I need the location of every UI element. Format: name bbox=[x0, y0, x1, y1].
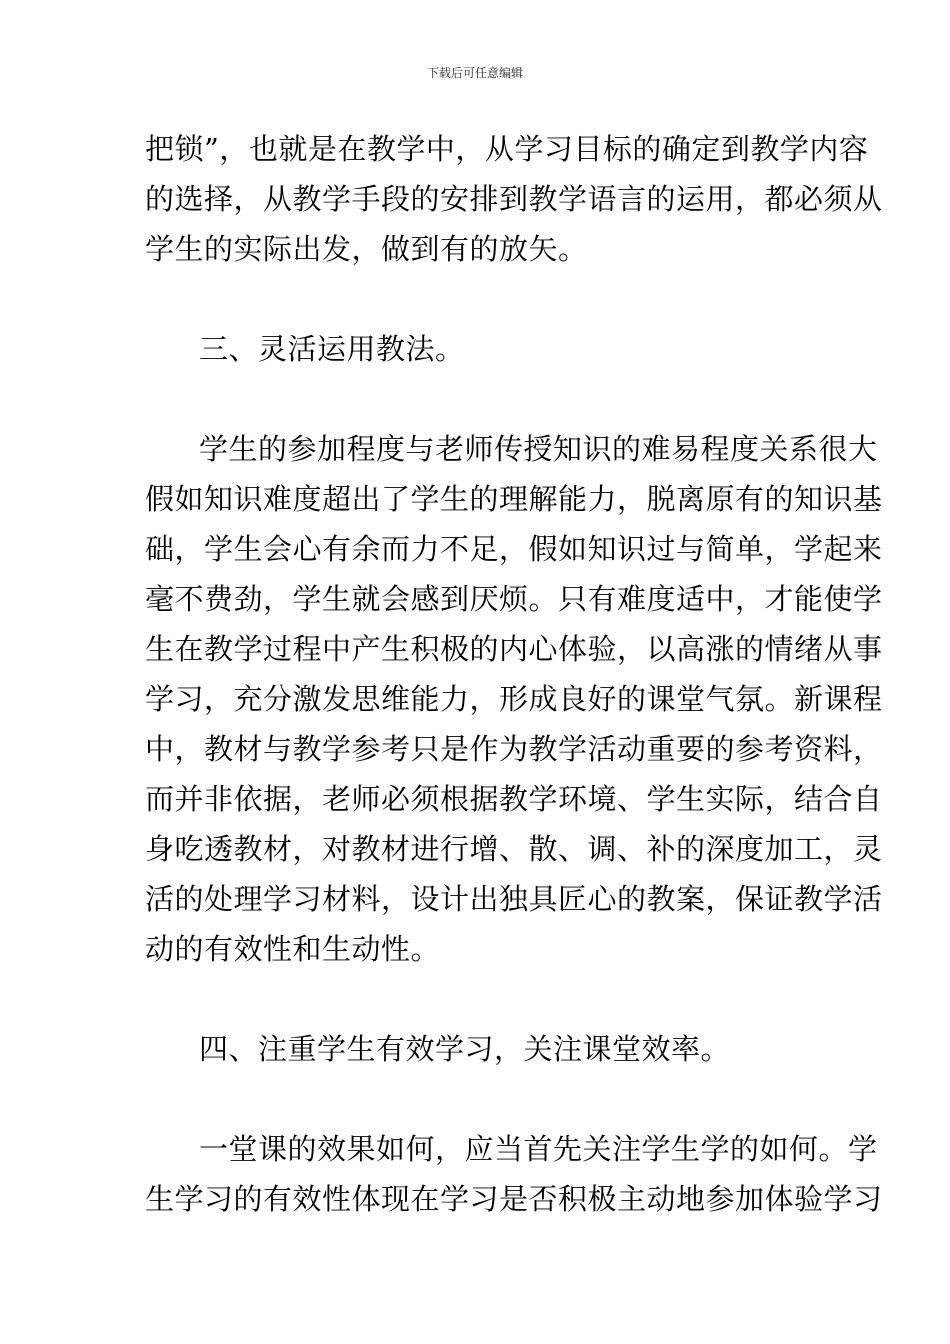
paragraph-line: 的选择，从教学手段的安排到教学语言的运用，都必须从 bbox=[145, 182, 883, 216]
paragraph-line: 生学习的有效性体现在学习是否积极主动地参加体验学习 bbox=[145, 1182, 883, 1216]
document-body bbox=[145, 124, 883, 1224]
paragraph-line: 毫不费劲，学生就会感到厌烦。只有难度适中，才能使学 bbox=[145, 582, 883, 616]
paragraph-line: 生在教学过程中产生积极的内心体验，以高涨的情绪从事 bbox=[145, 632, 883, 666]
paragraph-line: 身吃透教材，对教材进行增、散、调、补的深度加工，灵 bbox=[145, 832, 883, 866]
paragraph-line: 学生的参加程度与老师传授知识的难易程度关系很大 bbox=[199, 432, 878, 466]
paragraph-line: 学生的实际出发，做到有的放矢。 bbox=[145, 232, 588, 266]
paragraph-line: 学习，充分激发思维能力，形成良好的课堂气氛。新课程 bbox=[145, 682, 883, 716]
section-heading-3: 三、灵活运用教法。 bbox=[199, 332, 465, 366]
paragraph-gap bbox=[145, 974, 810, 1024]
paragraph-line: 动的有效性和生动性。 bbox=[145, 932, 441, 966]
paragraph-line: 活的处理学习材料，设计出独具匠心的教案，保证教学活 bbox=[145, 882, 883, 916]
paragraph-gap bbox=[145, 274, 810, 324]
section-heading-4: 四、注重学生有效学习，关注课堂效率。 bbox=[199, 1032, 731, 1066]
paragraph-line: 中，教材与教学参考只是作为教学活动重要的参考资料， bbox=[145, 732, 883, 766]
paragraph-line: 而并非依据，老师必须根据教学环境、学生实际，结合自 bbox=[145, 782, 883, 816]
paragraph-line: 一堂课的效果如何，应当首先关注学生学的如何。学 bbox=[199, 1132, 878, 1166]
paragraph-line: 础，学生会心有余而力不足，假如知识过与简单，学起来 bbox=[145, 532, 883, 566]
paragraph-gap bbox=[145, 374, 810, 424]
paragraph-line: 假如知识难度超出了学生的理解能力，脱离原有的知识基 bbox=[145, 482, 883, 516]
paragraph-line: 把锁”，也就是在教学中，从学习目标的确定到教学内容 bbox=[145, 132, 869, 166]
paragraph-gap bbox=[145, 1074, 810, 1124]
page-header: 下载后可任意编辑 bbox=[426, 66, 523, 80]
